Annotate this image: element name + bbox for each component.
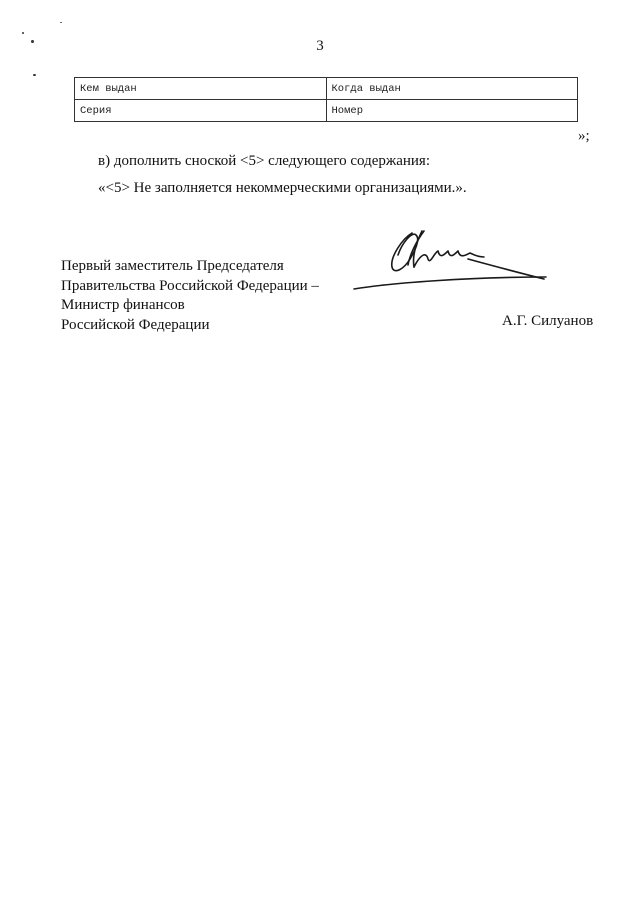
position-line: Министр финансов xyxy=(61,297,185,313)
form-table xyxy=(74,77,578,122)
position-line: Первый заместитель Председателя xyxy=(61,258,284,274)
table-cell: Серия xyxy=(75,100,327,122)
scan-speck xyxy=(22,32,24,34)
table-row xyxy=(75,100,578,122)
table-cell: Когда выдан xyxy=(326,78,578,100)
table-cell: Номер xyxy=(326,100,578,122)
table-cell: Кем выдан xyxy=(75,78,327,100)
signatory-position xyxy=(61,257,319,335)
handwritten-signature xyxy=(350,225,550,297)
amendment-line-1: в) дополнить сноской <5> следующего содержания: xyxy=(98,153,430,169)
scan-speck xyxy=(60,22,62,23)
page-number: 3 xyxy=(316,38,324,54)
table-row xyxy=(75,78,578,100)
amendment-line-2: «<5> Не заполняется некоммерческими организациями.». xyxy=(98,180,467,196)
signer-name: А.Г. Силуанов xyxy=(502,313,594,329)
scan-speck xyxy=(33,74,36,76)
closing-quote: »; xyxy=(578,128,590,144)
position-line: Правительства Российской Федерации – xyxy=(61,277,319,294)
position-line: Российской Федерации xyxy=(61,316,210,333)
